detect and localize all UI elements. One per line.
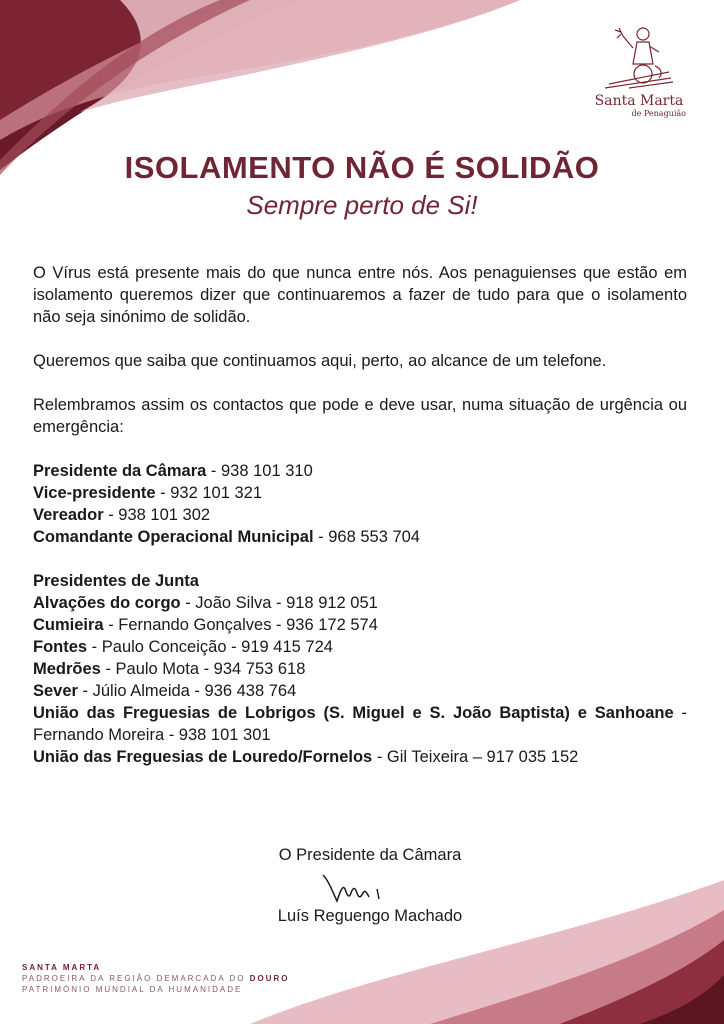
signature-block bbox=[220, 846, 520, 926]
contact-item bbox=[33, 482, 687, 504]
contact-role: Presidente da Câmara bbox=[33, 462, 207, 480]
junta-place: União das Freguesias de Lobrigos (S. Miguel e S. João Baptista) e Sanhoane bbox=[33, 704, 674, 722]
junta-item bbox=[33, 746, 687, 768]
junta-place: Sever bbox=[33, 682, 78, 700]
junta-item bbox=[33, 614, 687, 636]
contact-item bbox=[33, 460, 687, 482]
page-title: ISOLAMENTO NÃO É SOLIDÃO bbox=[124, 150, 600, 185]
footer-highlight: DOURO bbox=[249, 974, 290, 983]
logo-name: Santa Marta bbox=[594, 93, 684, 109]
junta-contact: - Gil Teixeira – 917 035 152 bbox=[372, 748, 579, 766]
footer-line-2-text: PADROEIRA DA REGIÃO DEMARCADA DO bbox=[22, 974, 250, 983]
paragraph-contacts-intro: Relembramos assim os contactos que pode e deve usar, numa situação de urgência ou emergência: bbox=[33, 396, 687, 436]
junta-place: Alvações do corgo bbox=[33, 594, 181, 612]
junta-item bbox=[33, 702, 687, 746]
contact-role: Comandante Operacional Municipal bbox=[33, 528, 314, 546]
contact-phone: - 938 101 310 bbox=[206, 462, 313, 480]
junta-contact: - Paulo Mota - 934 753 618 bbox=[100, 660, 306, 678]
contact-phone: - 968 553 704 bbox=[313, 528, 420, 546]
junta-contact: - Paulo Conceição - 919 415 724 bbox=[87, 638, 333, 656]
contact-phone: - 932 101 321 bbox=[155, 484, 263, 502]
junta-item bbox=[33, 636, 687, 658]
contact-role: Vice-presidente bbox=[33, 484, 156, 502]
footer-line-1: SANTA MARTA bbox=[22, 963, 102, 972]
saint-figure-icon bbox=[599, 22, 679, 92]
footer-line-2 bbox=[22, 973, 289, 984]
footer-line-3: PATRIMÓNIO MUNDIAL DA HUMANIDADE bbox=[22, 985, 243, 994]
juntas-list bbox=[33, 570, 687, 768]
signature-title: O Presidente da Câmara bbox=[278, 846, 462, 864]
junta-place: Fontes bbox=[33, 638, 88, 656]
junta-item bbox=[33, 680, 687, 702]
signature-name: Luís Reguengo Machado bbox=[277, 907, 463, 925]
junta-contact: - Júlio Almeida - 936 438 764 bbox=[77, 682, 297, 700]
junta-item bbox=[33, 658, 687, 680]
contact-role: Vereador bbox=[33, 506, 104, 524]
contact-item bbox=[33, 504, 687, 526]
handwritten-signature bbox=[315, 871, 425, 907]
junta-contact: - João Silva - 918 912 051 bbox=[180, 594, 378, 612]
junta-place: União das Freguesias de Louredo/Fornelos bbox=[33, 748, 373, 766]
junta-contact: - Fernando Moreira - 938 101 301 bbox=[33, 704, 687, 744]
paragraph-intro: O Vírus está presente mais do que nunca entre nós. Aos penaguienses que estão em isolamento queremos dizer que continuaremos a fazer de tudo para que o isolamento não seja sinónimo de solidão. bbox=[33, 264, 687, 326]
contact-phone: - 938 101 302 bbox=[103, 506, 211, 524]
municipality-logo bbox=[584, 22, 694, 122]
contacts-list bbox=[33, 460, 687, 548]
junta-contact: - Fernando Gonçalves - 936 172 574 bbox=[103, 616, 378, 634]
contact-item bbox=[33, 526, 687, 548]
letter-body bbox=[33, 262, 687, 790]
logo-subtitle: de Penaguião bbox=[631, 109, 686, 118]
paragraph-reach: Queremos que saiba que continuamos aqui, perto, ao alcance de um telefone. bbox=[33, 352, 607, 370]
junta-place: Cumieira bbox=[33, 616, 104, 634]
junta-place: Medrões bbox=[33, 660, 101, 678]
page-subtitle: Sempre perto de Si! bbox=[246, 190, 478, 220]
juntas-heading: Presidentes de Junta bbox=[33, 572, 199, 590]
footer bbox=[22, 962, 289, 995]
junta-item bbox=[33, 592, 687, 614]
